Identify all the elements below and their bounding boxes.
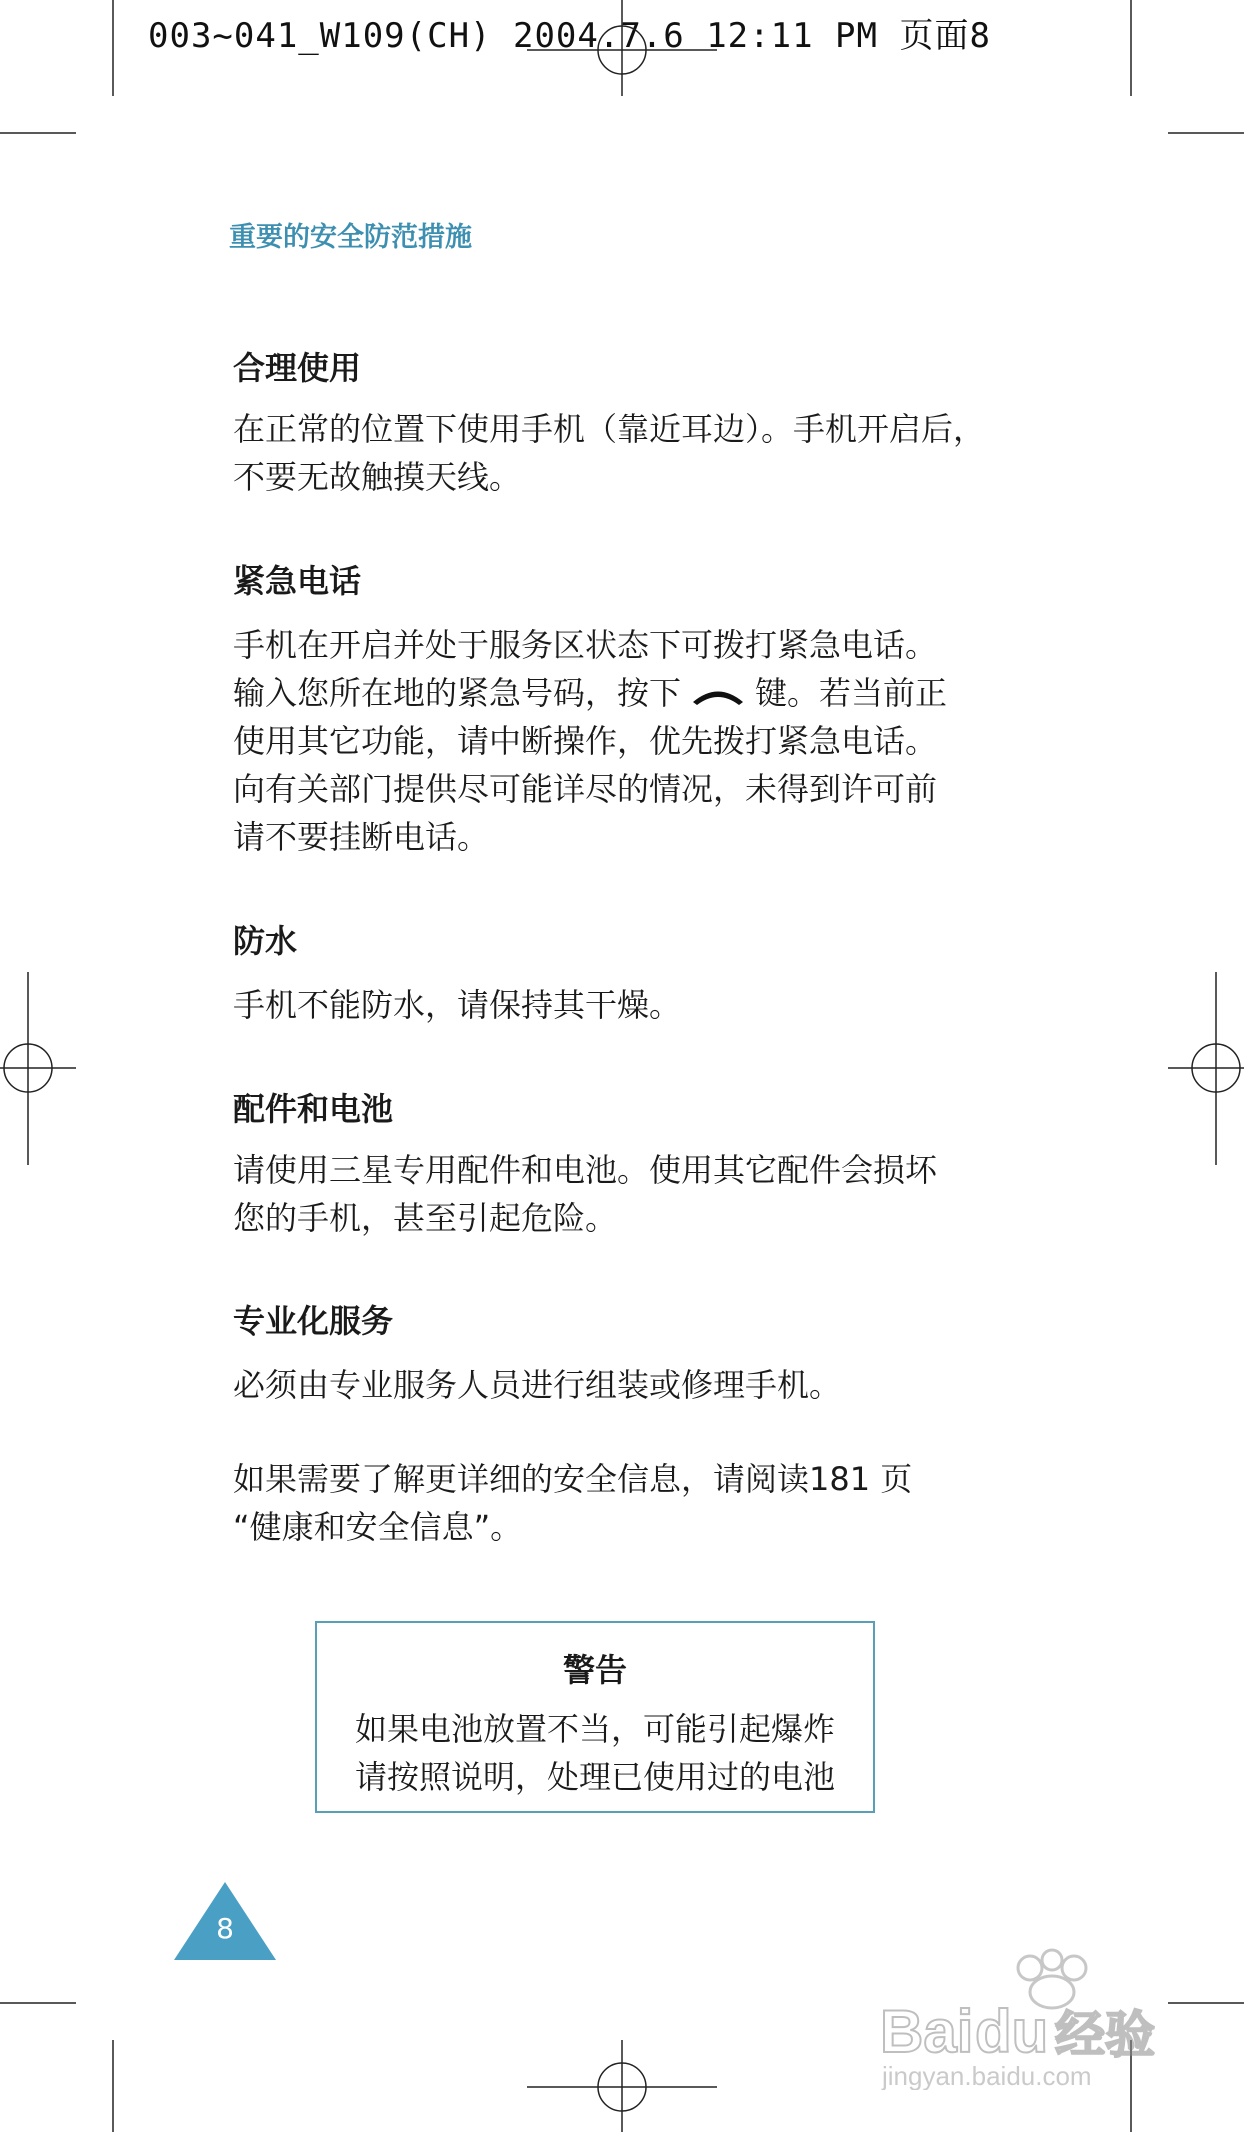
text-line: 请使用三星专用配件和电池。使用其它配件会损坏 (233, 1151, 938, 1189)
warning-line: 如果电池放置不当，可能引起爆炸 (354, 1710, 835, 1748)
baidu-jingyan-watermark-logo (880, 1940, 1180, 2090)
warning-line: 请按照说明，处理已使用过的电池 (354, 1758, 835, 1796)
text-line: 手机不能防水，请保持其干燥。 (233, 986, 682, 1024)
text-line: 如果需要了解更详细的安全信息，请阅读181 页 (233, 1460, 913, 1498)
heading-proper-use: 合理使用 (233, 349, 362, 387)
section-title: 重要的安全防范措施 (229, 222, 472, 253)
print-slug: 003~041_W109(CH) 2004.7.6 12:11 PM 页面8 (148, 16, 991, 56)
heading-emergency-call: 紧急电话 (233, 562, 362, 600)
text-fragment: 输入您所在地的紧急号码，按下 (233, 674, 682, 712)
text-line: 请不要挂断电话。 (233, 818, 490, 856)
text-line: 向有关部门提供尽可能详尽的情况，未得到许可前 (233, 770, 938, 808)
text-line: 在正常的位置下使用手机（靠近耳边）。手机开启后， (233, 410, 986, 448)
warning-body (317, 1705, 873, 1801)
text-line: 手机在开启并处于服务区状态下可拨打紧急电话。 (233, 626, 938, 664)
svg-text:du: du (975, 1998, 1049, 2065)
text-line: “健康和安全信息”。 (233, 1508, 523, 1546)
page-number: 8 (216, 1912, 234, 1945)
heading-accessories-battery: 配件和电池 (233, 1090, 394, 1128)
para-accessories-battery (233, 1146, 1013, 1242)
para-professional-service (233, 1361, 1013, 1409)
svg-text:Bai: Bai (880, 1998, 974, 2065)
text-line: 不要无故触摸天线。 (233, 458, 522, 496)
warning-box (315, 1621, 875, 1813)
text-line: 您的手机，甚至引起危险。 (233, 1199, 618, 1237)
para-proper-use (233, 405, 1013, 501)
text-line: 必须由专业服务人员进行组装或修理手机。 (233, 1366, 842, 1404)
text-fragment: 键。若当前正 (755, 674, 948, 712)
para-waterproof (233, 981, 1013, 1029)
warning-title: 警告 (562, 1651, 627, 1689)
para-more-info (233, 1455, 1013, 1551)
heading-professional-service: 专业化服务 (233, 1302, 394, 1340)
text-line: 使用其它功能，请中断操作，优先拨打紧急电话。 (233, 722, 938, 760)
para-emergency-call (233, 621, 1013, 861)
text-line-with-key (233, 669, 1013, 717)
end-call-key-icon (689, 683, 747, 707)
svg-text:jingyan.baidu.com: jingyan.baidu.com (882, 2061, 1092, 2090)
page-number-badge (174, 1882, 276, 1960)
heading-waterproof: 防水 (233, 922, 298, 960)
svg-text:经验: 经验 (1055, 2006, 1155, 2064)
